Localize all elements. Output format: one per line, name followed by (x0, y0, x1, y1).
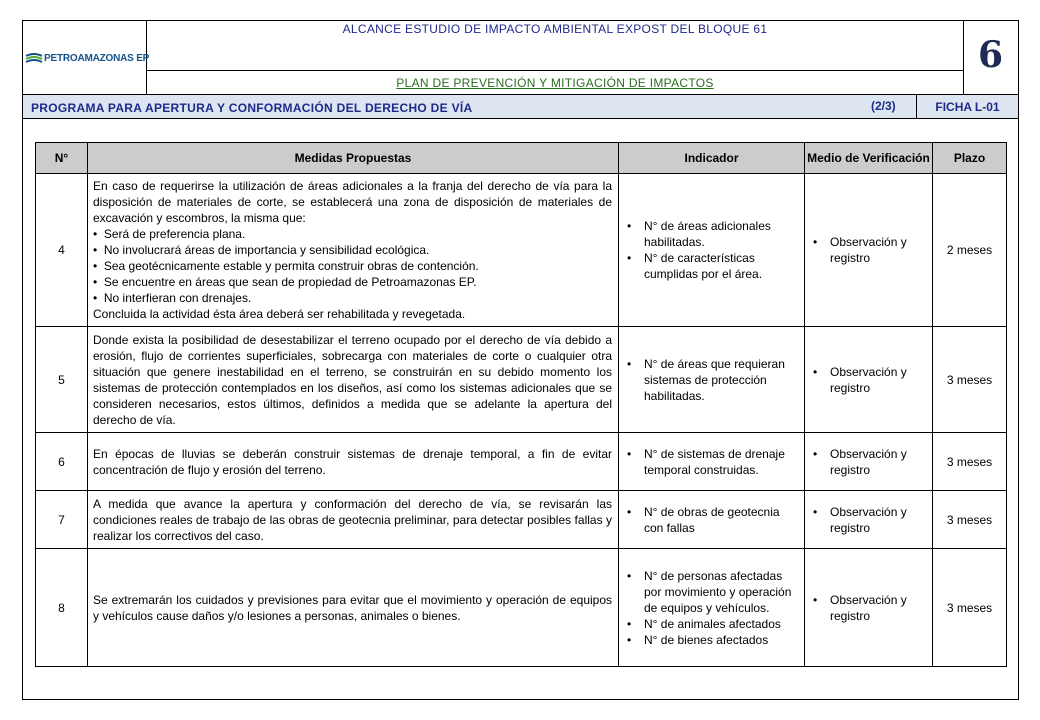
verification-cell (805, 433, 933, 491)
section-number: 6 (978, 34, 1004, 76)
logo-cell (23, 21, 150, 95)
header-verification: Medio de Verificación (805, 143, 933, 174)
measure-description (88, 433, 619, 491)
verification-item: • Observación y registro (813, 364, 926, 396)
row-number: 5 (36, 327, 88, 433)
verification-item: • Observación y registro (813, 234, 926, 266)
petroamazonas-logo-icon (25, 53, 43, 65)
logo-text: PETROAMAZONAS EP (44, 53, 150, 64)
indicator-item: • N° de obras de geotecnia con fallas (627, 504, 798, 536)
indicator-cell (619, 549, 805, 667)
document-title-cell (147, 21, 963, 71)
header-deadline: Plazo (933, 143, 1007, 174)
measure-description (88, 174, 619, 327)
indicator-item: • N° de bienes afectados (627, 632, 798, 648)
deadline-cell: 3 meses (933, 327, 1007, 433)
indicator-item: • N° de áreas adicionales habilitadas. (627, 218, 798, 250)
measure-bullet: • No involucrará áreas de importancia y sensibilidad ecológica. (93, 242, 612, 258)
row-number: 8 (36, 549, 88, 667)
verification-cell (805, 491, 933, 549)
document-title: ALCANCE ESTUDIO DE IMPACTO AMBIENTAL EXPOST DEL BLOQUE 61 (342, 22, 768, 36)
plan-title-cell (147, 71, 963, 95)
header-num: N° (36, 143, 88, 174)
ficha-label: FICHA L-01 (935, 100, 1000, 114)
indicator-item: • N° de áreas que requieran sistemas de protección habilitadas. (627, 356, 798, 404)
indicator-item: • N° de animales afectados (627, 616, 798, 632)
table-header-row (36, 143, 1007, 174)
verification-item: • Observación y registro (813, 504, 926, 536)
section-number-cell (963, 21, 1018, 95)
page-indicator: (2/3) (871, 99, 896, 113)
document-frame (22, 20, 1019, 700)
indicator-cell (619, 433, 805, 491)
measure-outro: Concluida la actividad ésta área deberá ser rehabilitada y revegetada. (93, 307, 466, 321)
table-row (36, 327, 1007, 433)
document-header (23, 21, 1018, 119)
indicator-cell (619, 491, 805, 549)
header-indicator: Indicador (619, 143, 805, 174)
indicator-item: • N° de características cumplidas por el área. (627, 250, 798, 282)
measure-description (88, 491, 619, 549)
table-row (36, 491, 1007, 549)
indicator-cell (619, 327, 805, 433)
measures-table (35, 142, 1007, 667)
ficha-cell (916, 95, 1018, 118)
deadline-cell: 3 meses (933, 491, 1007, 549)
row-number: 4 (36, 174, 88, 327)
program-title: PROGRAMA PARA APERTURA Y CONFORMACIÓN DEL DERECHO DE VÍA (31, 101, 473, 115)
table-row (36, 549, 1007, 667)
indicator-cell (619, 174, 805, 327)
measure-intro: Donde exista la posibilidad de desestabilizar el terreno ocupado por el derecho de vía debido a erosión, flujo de corrientes superficiales, sobrecarga con materiales de corte o cualquier otra situación que genere inestabilidad en el terreno, se construirán en su debido momento los sistemas de protección contemplados en los diseños, así como los sistemas adicionales que se consideren necesarios, estos últimos, definidos a medida que se adelante la apertura del derecho de vía. (93, 332, 612, 427)
verification-item: • Observación y registro (813, 592, 926, 624)
row-number: 7 (36, 491, 88, 549)
measure-bullet: • No interfieran con drenajes. (93, 290, 612, 306)
plan-title: PLAN DE PREVENCIÓN Y MITIGACIÓN DE IMPACTOS (396, 76, 714, 90)
deadline-cell: 2 meses (933, 174, 1007, 327)
table-row (36, 433, 1007, 491)
measure-bullet: • Será de preferencia plana. (93, 226, 612, 242)
indicator-item: • N° de personas afectadas por movimiento y operación de equipos y vehículos. (627, 568, 798, 616)
indicator-item: • N° de sistemas de drenaje temporal construidas. (627, 446, 798, 478)
measure-bullet: • Se encuentre en áreas que sean de propiedad de Petroamazonas EP. (93, 274, 612, 290)
measure-description (88, 549, 619, 667)
header-measures: Medidas Propuestas (88, 143, 619, 174)
row-number: 6 (36, 433, 88, 491)
verification-cell (805, 327, 933, 433)
measure-intro: En caso de requerirse la utilización de áreas adicionales a la franja del derecho de vía para la disposición de materiales de corte, se establecerá una zona de disposición de materiales de excavación y escombros, la misma que: (93, 179, 612, 225)
program-row (23, 95, 1018, 119)
deadline-cell: 3 meses (933, 433, 1007, 491)
verification-cell (805, 549, 933, 667)
deadline-cell: 3 meses (933, 549, 1007, 667)
verification-item: • Observación y registro (813, 446, 926, 478)
verification-cell (805, 174, 933, 327)
measure-intro: En épocas de lluvias se deberán construir sistemas de drenaje temporal, a fin de evitar concentración de flujo y erosión del terreno. (93, 446, 612, 477)
table-row (36, 174, 1007, 327)
measure-description (88, 327, 619, 433)
measure-intro: A medida que avance la apertura y conformación del derecho de vía, se revisarán las condiciones reales de trabajo de las obras de geotecnia preliminar, para detectar posibles fallas y realizar los correctivos del caso. (93, 496, 612, 543)
measure-bullet: • Sea geotécnicamente estable y permita construir obras de contención. (93, 258, 612, 274)
measure-intro: Se extremarán los cuidados y previsiones para evitar que el movimiento y operación de equipos y vehículos cause daños y/o lesiones a personas, animales o bienes. (93, 592, 612, 623)
